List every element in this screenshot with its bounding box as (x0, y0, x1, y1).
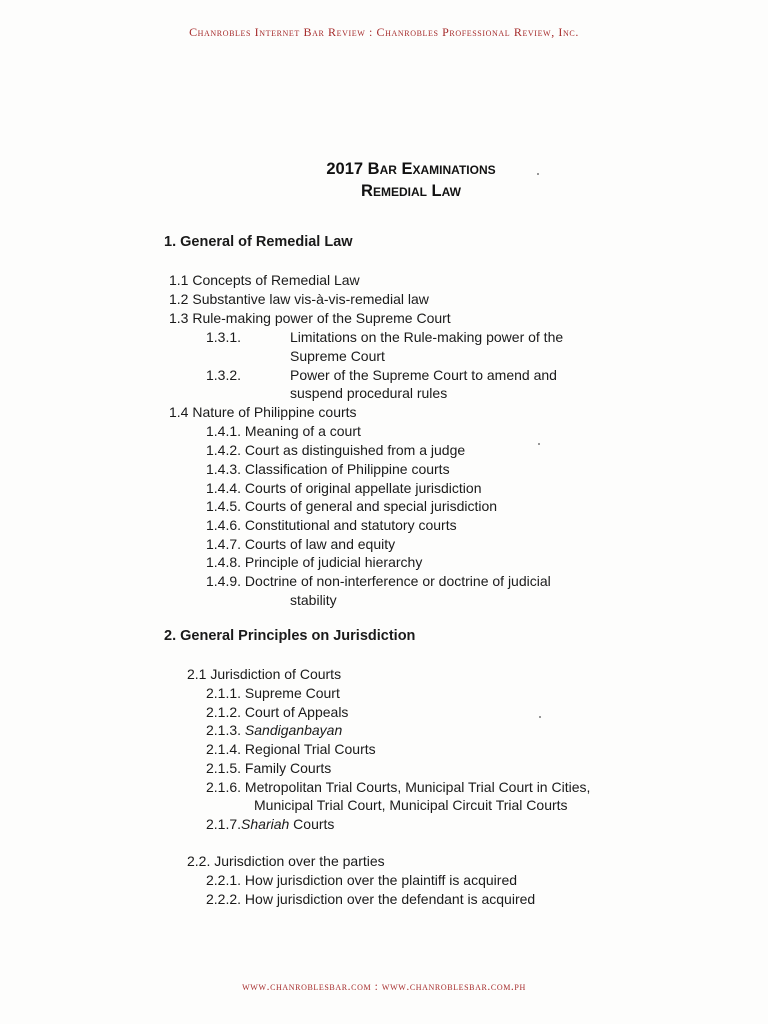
list-item-continuation: Municipal Trial Court, Municipal Circuit Trial Courts (254, 797, 568, 813)
list-item (206, 721, 342, 739)
title-line-1: 2017 Bar Examinations (326, 160, 496, 178)
section-1-heading: 1. General of Remedial Law (164, 234, 353, 250)
list-item: 1.4.5. Courts of general and special jurisdiction (206, 498, 498, 514)
list-item: 2.1.5. Family Courts (206, 760, 332, 776)
list-item (206, 815, 334, 833)
list-item-number: 1.3.2. (206, 367, 242, 383)
list-item: 2.1.1. Supreme Court (206, 685, 340, 701)
list-item: 1.4.2. Court as distinguished from a judge (206, 442, 466, 458)
list-item-italic: Shariah (241, 816, 290, 832)
list-item: 2.2.2. How jurisdiction over the defendant is acquired (206, 891, 536, 907)
list-item-text: Sandiganbayan (244, 722, 343, 738)
page-footer: www.chanroblesbar.com : www.chanroblesbar.com.ph (242, 981, 526, 993)
scan-speck (539, 716, 541, 718)
list-item: 1.2 Substantive law vis-à-vis-remedial law (169, 291, 429, 307)
list-item: 2.1 Jurisdiction of Courts (187, 666, 342, 682)
list-item: 2.2.1. How jurisdiction over the plaintiff is acquired (206, 872, 518, 888)
section-2-heading: 2. General Principles on Jurisdiction (164, 628, 416, 644)
list-item: 1.4.6. Constitutional and statutory courts (206, 517, 457, 533)
list-item-number: 2.1.7. (206, 816, 242, 832)
title-line-2: Remedial Law (361, 182, 461, 200)
list-item: 1.4.8. Principle of judicial hierarchy (206, 554, 423, 570)
list-item-continuation: Supreme Court (290, 348, 385, 364)
list-item-text: Courts (289, 816, 335, 832)
scan-speck (537, 173, 539, 175)
list-item: 1.4.1. Meaning of a court (206, 423, 361, 439)
list-item: 1.1 Concepts of Remedial Law (169, 272, 360, 288)
list-item-number: 1.3.1. (206, 329, 242, 345)
list-item: 1.4.4. Courts of original appellate jurisdiction (206, 480, 482, 496)
list-item: 1.4.7. Courts of law and equity (206, 536, 396, 552)
list-item-continuation: stability (290, 592, 337, 608)
list-item: 2.2. Jurisdiction over the parties (187, 853, 385, 869)
list-item: 1.4.3. Classification of Philippine courts (206, 461, 450, 477)
list-item-number: 2.1.3. (206, 722, 242, 738)
scan-speck (538, 443, 540, 445)
list-item: 1.3 Rule-making power of the Supreme Court (169, 310, 451, 326)
page-header: Chanrobles Internet Bar Review : Chanrobles Professional Review, Inc. (189, 25, 579, 39)
list-item: 2.1.6. Metropolitan Trial Courts, Municipal Trial Court in Cities, (206, 779, 591, 795)
list-item: 1.4.9. Doctrine of non-interference or doctrine of judicial (206, 573, 551, 589)
list-item: 2.1.4. Regional Trial Courts (206, 741, 376, 757)
list-item: Limitations on the Rule-making power of the (290, 329, 564, 345)
list-item: 2.1.2. Court of Appeals (206, 704, 349, 720)
list-item: 1.4 Nature of Philippine courts (169, 404, 357, 420)
list-item-continuation: suspend procedural rules (290, 385, 448, 401)
list-item: Power of the Supreme Court to amend and (290, 367, 557, 383)
